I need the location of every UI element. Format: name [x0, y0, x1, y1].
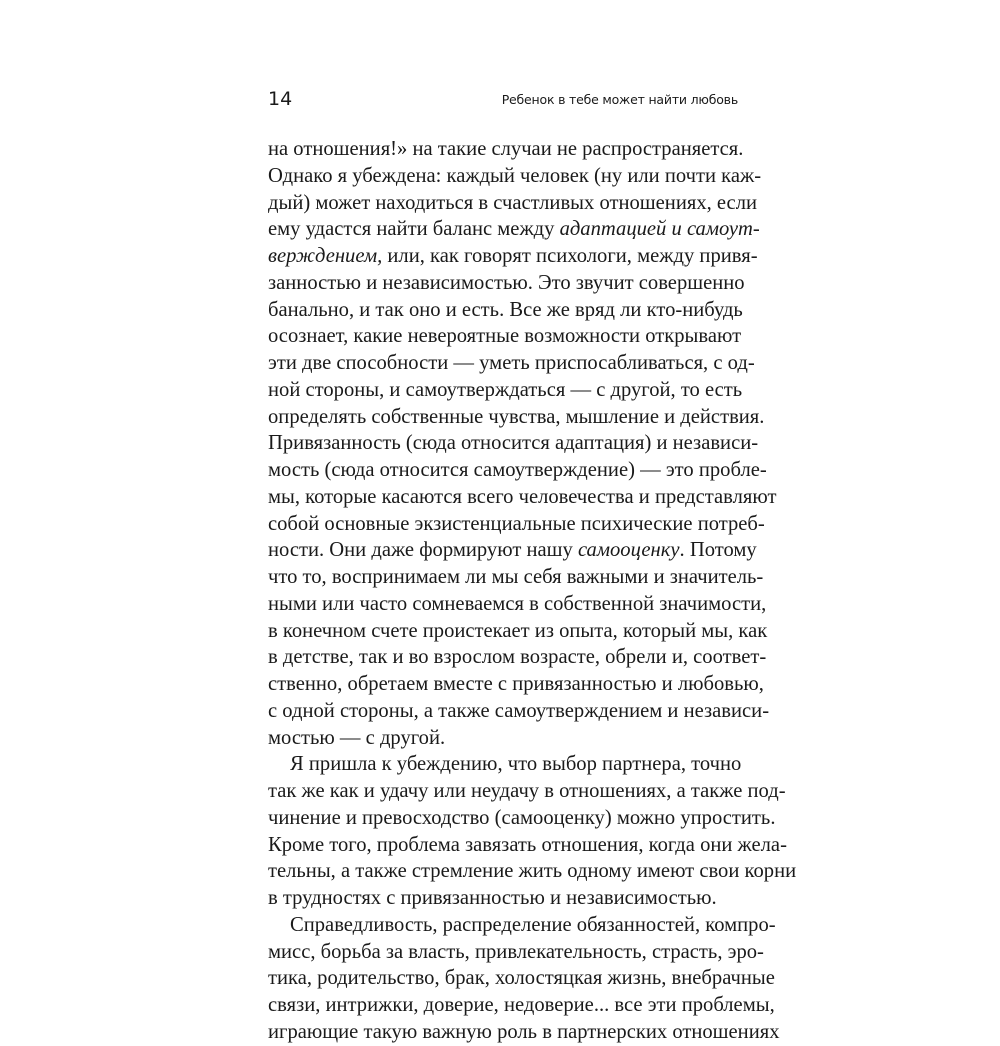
italic-term: самооценку	[577, 539, 680, 562]
text-line: ственно, обретаем вместе с привязанностью и любовью,	[268, 673, 764, 695]
text-line: банально, и так оно и есть. Все же вряд ли кто-нибудь	[268, 298, 743, 321]
text-line	[268, 216, 760, 243]
text-line: с одной стороны, а также самоутверждением и независи-	[268, 699, 770, 722]
text-line: что то, воспринимаем ли мы себя важными и значитель-	[268, 566, 764, 588]
text-line: Кроме того, проблема завязать отношения, когда они жела-	[268, 833, 787, 856]
page-number: 14	[268, 88, 293, 110]
text-line: Привязанность (сюда относится адаптация) и независи-	[268, 432, 759, 455]
text-line: осознает, какие невероятные возможности открывают	[268, 325, 742, 348]
text-run: ему удастся найти баланс между	[268, 218, 560, 241]
text-line: дый) может находиться в счастливых отношениях, если	[268, 191, 758, 214]
running-title: Ребенок в тебе может найти любовь	[501, 92, 738, 107]
text-line: мы, которые касаются всего человечества и представляют	[268, 485, 777, 508]
text-line: на отношения!» на такие случаи не распространяется.	[268, 138, 744, 160]
text-line: Однако я убеждена: каждый человек (ну или почти каж-	[268, 164, 762, 187]
text-line: собой основные экзистенциальные психические потреб-	[268, 512, 765, 535]
text-line: чинение и превосходство (самооценку) можно упростить.	[268, 806, 776, 829]
body-text	[268, 136, 797, 1046]
text-line: мость (сюда относится самоутверждение) — это пробле-	[268, 459, 767, 481]
paragraph-start-line: Я пришла к убеждению, что выбор партнера, точно	[290, 753, 742, 776]
text-line: в конечном счете проистекает из опыта, который мы, как	[268, 619, 768, 642]
text-line: в трудностях с привязанностью и независимостью.	[268, 887, 717, 909]
text-line	[268, 243, 758, 270]
text-line: мисс, борьба за власть, привлекательность, страсть, эро-	[268, 940, 764, 963]
page-header	[268, 88, 738, 118]
text-line: связи, интрижки, доверие, недоверие... все эти проблемы,	[268, 994, 775, 1016]
text-line: играющие такую важную роль в партнерских отношениях	[268, 1020, 780, 1043]
text-run: . Потому	[679, 539, 757, 562]
text-line: занностью и независимостью. Это звучит совершенно	[268, 271, 745, 294]
italic-term: адаптацией и самоут-	[559, 218, 760, 241]
book-page	[268, 88, 797, 1043]
text-line: тика, родительство, брак, холостяцкая жизнь, внебрачные	[268, 967, 775, 990]
text-line: определять собственные чувства, мышление и действия.	[268, 405, 765, 428]
text-line: эти две способности — уметь приспосабливаться, с од-	[268, 352, 755, 374]
italic-term: верждением,	[268, 245, 383, 267]
text-line: в детстве, так и во взрослом возрасте, обрели и, соответ-	[268, 646, 767, 669]
text-line: мостью — с другой.	[268, 726, 446, 749]
paragraph-start-line: Справедливость, распределение обязанностей, компро-	[290, 913, 776, 936]
text-run: ности. Они даже формируют нашу	[268, 539, 578, 562]
text-line: ной стороны, и самоутверждаться — с другой, то есть	[268, 378, 743, 401]
text-run: или, как говорят психологи, между привя-	[382, 245, 758, 267]
text-line: ными или часто сомневаемся в собственной значимости,	[268, 592, 767, 615]
text-line: тельны, а также стремление жить одному имеют свои корни	[268, 860, 797, 883]
text-line: так же как и удачу или неудачу в отношениях, а также под-	[268, 780, 786, 802]
text-line	[268, 537, 757, 564]
